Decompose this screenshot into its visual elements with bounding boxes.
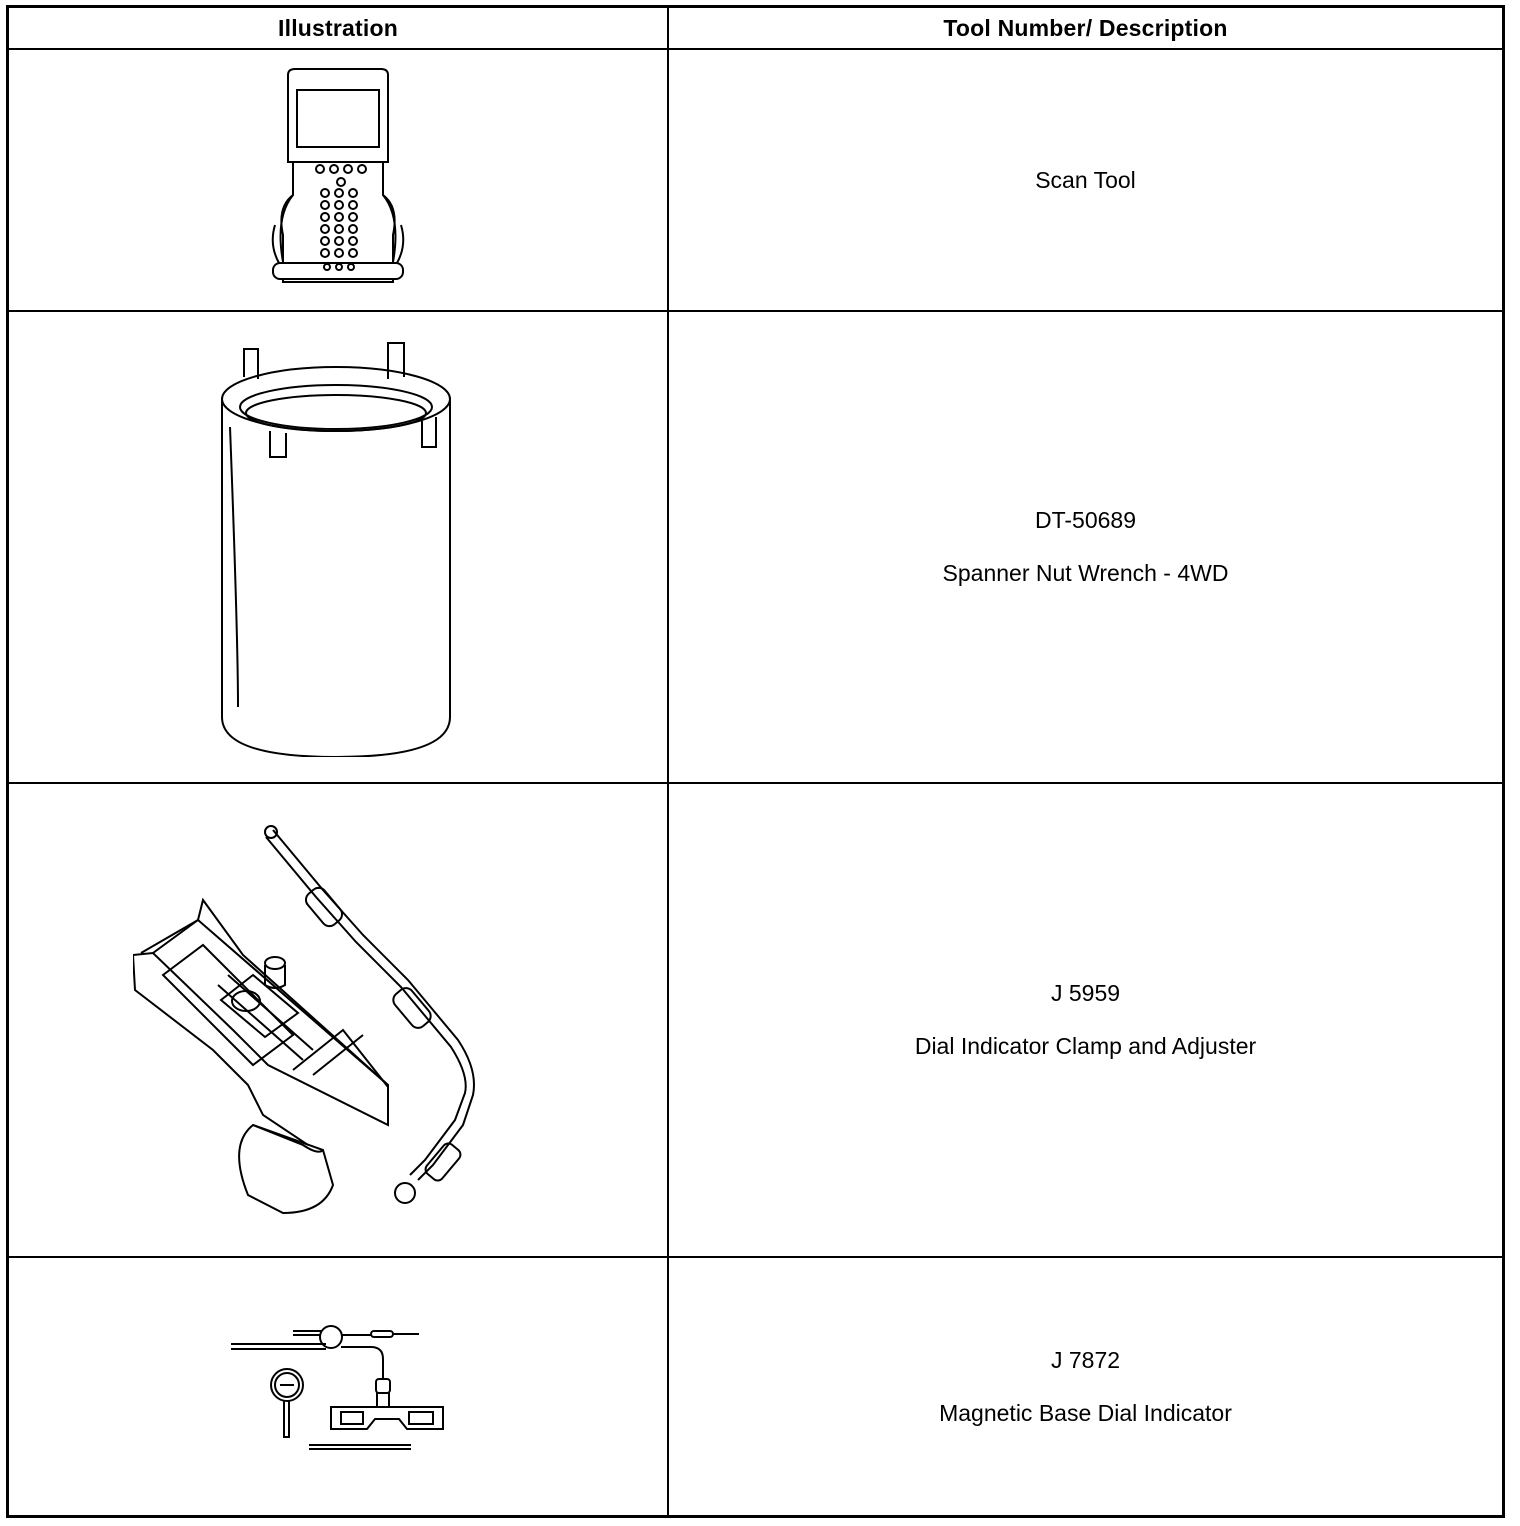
table-row-description xyxy=(669,50,1502,310)
table-row-illustration xyxy=(9,1258,667,1515)
table-row-description xyxy=(669,784,1502,1256)
table-row-description xyxy=(669,312,1502,782)
header-illustration: Illustration xyxy=(278,14,398,41)
table-row-illustration xyxy=(9,784,667,1256)
tool-description: Dial Indicator Clamp and Adjuster xyxy=(914,1033,1257,1059)
tool-number: J 7872 xyxy=(1050,1346,1121,1373)
scan-tool-icon xyxy=(263,67,413,293)
dial-indicator-clamp-icon xyxy=(133,825,543,1215)
header-tool-description: Tool Number/ Description xyxy=(943,14,1228,41)
magnetic-base-dial-indicator-icon xyxy=(231,1317,446,1457)
spanner-nut-wrench-icon xyxy=(218,337,458,757)
tools-table xyxy=(6,5,1505,1518)
table-row-illustration xyxy=(9,50,667,310)
tool-description: Magnetic Base Dial Indicator xyxy=(939,1399,1232,1426)
tool-description: Spanner Nut Wrench - 4WD xyxy=(942,560,1229,586)
table-row-illustration xyxy=(9,312,667,782)
tool-number: J 5959 xyxy=(1050,980,1121,1006)
tool-number: DT-50689 xyxy=(1034,507,1136,533)
table-row-description xyxy=(669,1258,1502,1515)
tool-description: Scan Tool xyxy=(1035,166,1136,193)
